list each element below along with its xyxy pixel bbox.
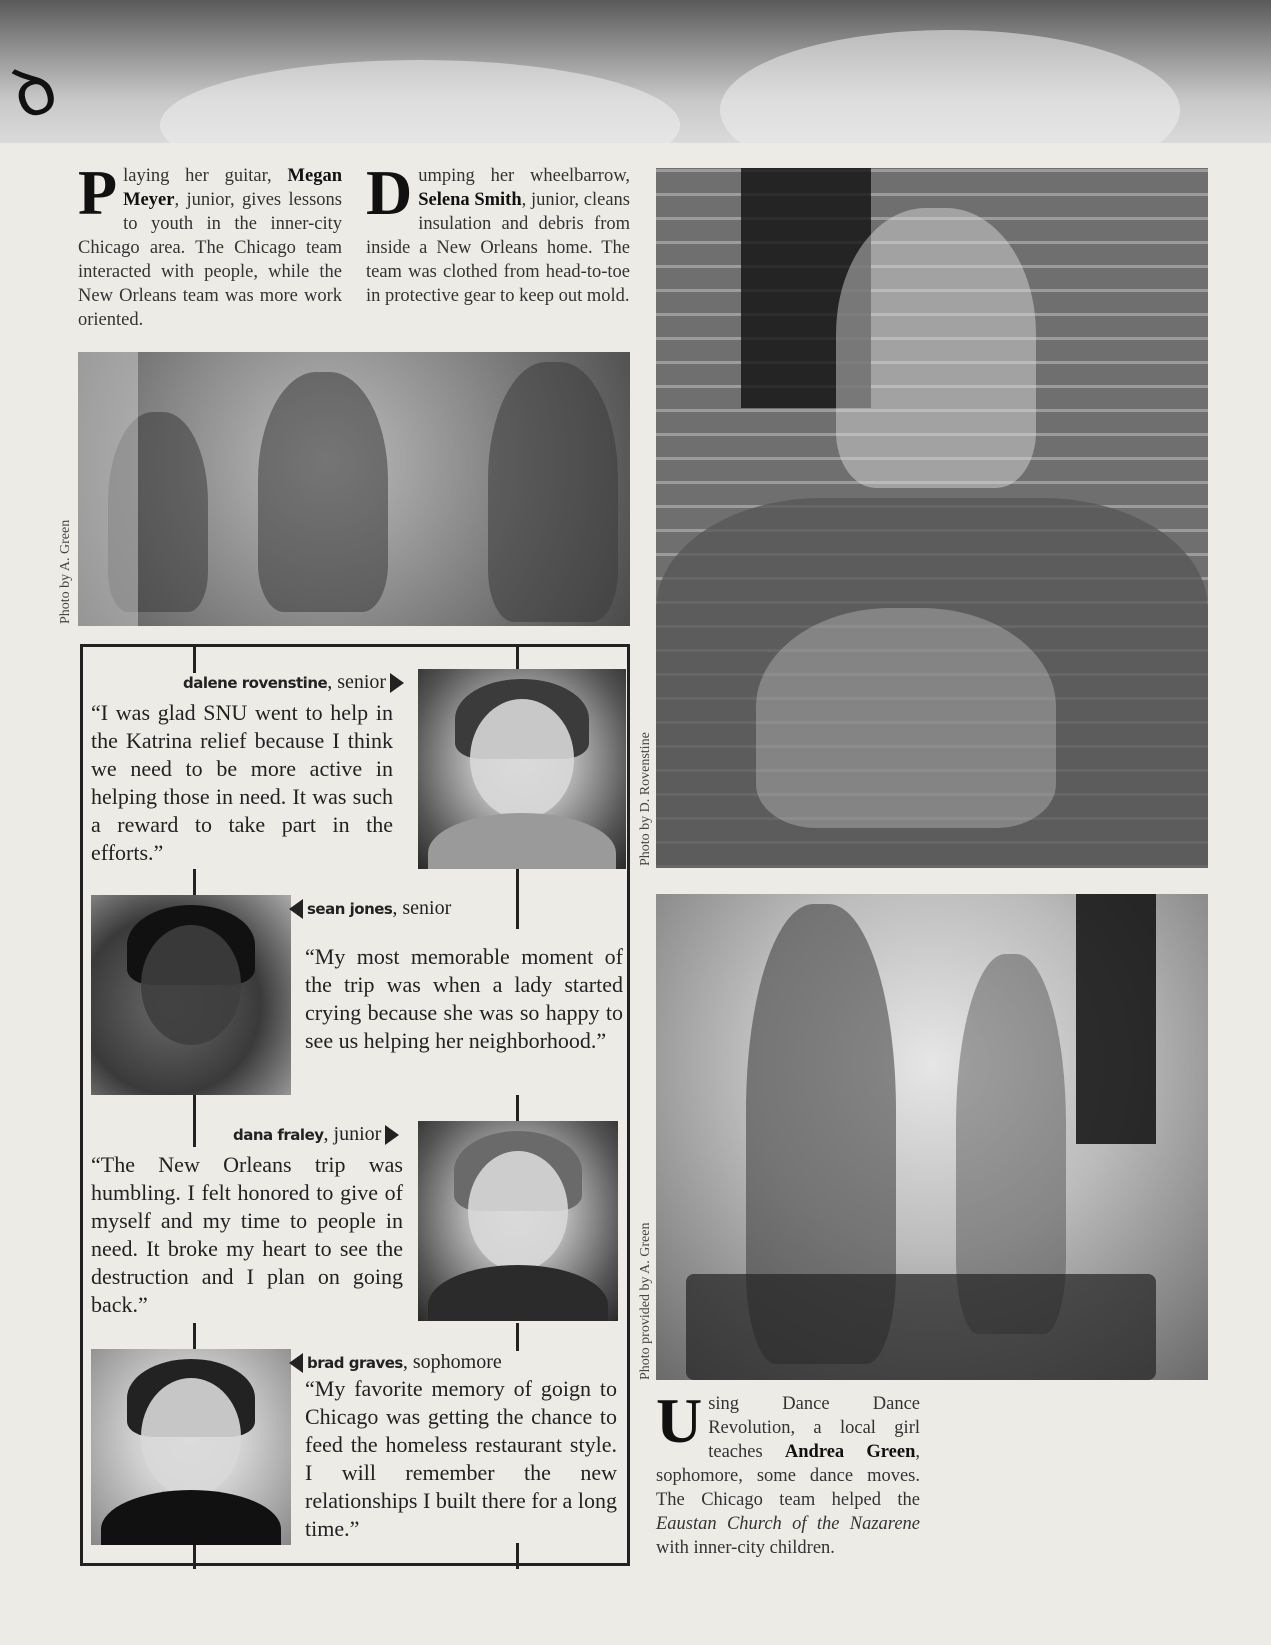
quote-text: “My favorite memory of goign to Chicago was getting the chance to feed the homeless restaurant style. I will remember the new relationships I built there for a long time.” bbox=[305, 1376, 617, 1541]
quote-name: dalene rovenstine bbox=[183, 674, 328, 692]
caption-name: Megan Meyer bbox=[123, 166, 342, 210]
quote-name: brad graves bbox=[307, 1354, 403, 1372]
portrait-dalene-rovenstine bbox=[418, 669, 626, 869]
caption-name: Selena Smith bbox=[418, 190, 522, 210]
portrait-dana-fraley bbox=[418, 1121, 618, 1321]
quote-name: sean jones bbox=[307, 900, 393, 918]
photo-dance-dance-revolution bbox=[656, 894, 1208, 1380]
photo-debris-cleanup bbox=[656, 168, 1208, 868]
header-banner-photo bbox=[0, 0, 1271, 143]
quote-attribution: sean jones, senior bbox=[289, 897, 451, 920]
drop-cap: D bbox=[366, 157, 413, 228]
photo-credit: Photo by D. Rovenstine bbox=[638, 732, 653, 866]
portrait-sean-jones bbox=[91, 895, 291, 1095]
arrow-left-icon bbox=[289, 899, 303, 919]
photo-guitar-lesson bbox=[78, 352, 630, 626]
drop-cap: U bbox=[656, 1385, 703, 1456]
quote-text: “The New Orleans trip was humbling. I felt honored to give of myself and my time to people in need. It broke my heart to see the destruction and I plan on going back.” bbox=[91, 1152, 403, 1317]
church-name: Eaustan Church of the Nazarene bbox=[656, 1514, 920, 1534]
quote-text: “I was glad SNU went to help in the Katrina relief because I think we need to be more active in helping those in need. It was such a reward to take part in the efforts.” bbox=[91, 700, 393, 865]
arrow-right-icon bbox=[385, 1125, 399, 1145]
caption-wheelbarrow: Dumping her wheelbarrow, Selena Smith, junior, cleans insulation and debris from inside a New Orleans home. The team was clothed from head-to-toe in protective gear to keep out mold. bbox=[366, 157, 630, 306]
photo-credit: Photo by A. Green bbox=[58, 519, 73, 624]
caption-dance: Using Dance Dance Revolution, a local girl teaches Andrea Green, sophomore, some dance moves. The Chicago team helped the Eaustan Church of the Nazarene with inner-city children. bbox=[656, 1385, 920, 1558]
arrow-left-icon bbox=[289, 1353, 303, 1373]
photo-credit: Photo provided by A. Green bbox=[638, 1222, 653, 1380]
graffiti-mark: ꝺ bbox=[0, 45, 68, 137]
quote-attribution: dana fraley, junior bbox=[233, 1123, 399, 1146]
quote-name: dana fraley bbox=[233, 1126, 324, 1144]
portrait-brad-graves bbox=[91, 1349, 291, 1545]
quote-text: “My most memorable moment of the trip was when a lady started crying because she was so happy to see us helping her neighborhood.” bbox=[305, 944, 623, 1053]
caption-name: Andrea Green bbox=[784, 1442, 916, 1462]
caption-guitar: Playing her guitar, Megan Meyer, junior, gives lessons to youth in the inner-city Chicago area. The Chicago team interacted with people, while the New Orleans team was more work oriented. bbox=[78, 157, 342, 330]
quote-attribution: dalene rovenstine, senior bbox=[183, 671, 404, 694]
quotes-box bbox=[80, 644, 630, 1566]
arrow-right-icon bbox=[390, 673, 404, 693]
quote-attribution: brad graves, sophomore bbox=[289, 1351, 502, 1374]
drop-cap: P bbox=[78, 157, 118, 228]
